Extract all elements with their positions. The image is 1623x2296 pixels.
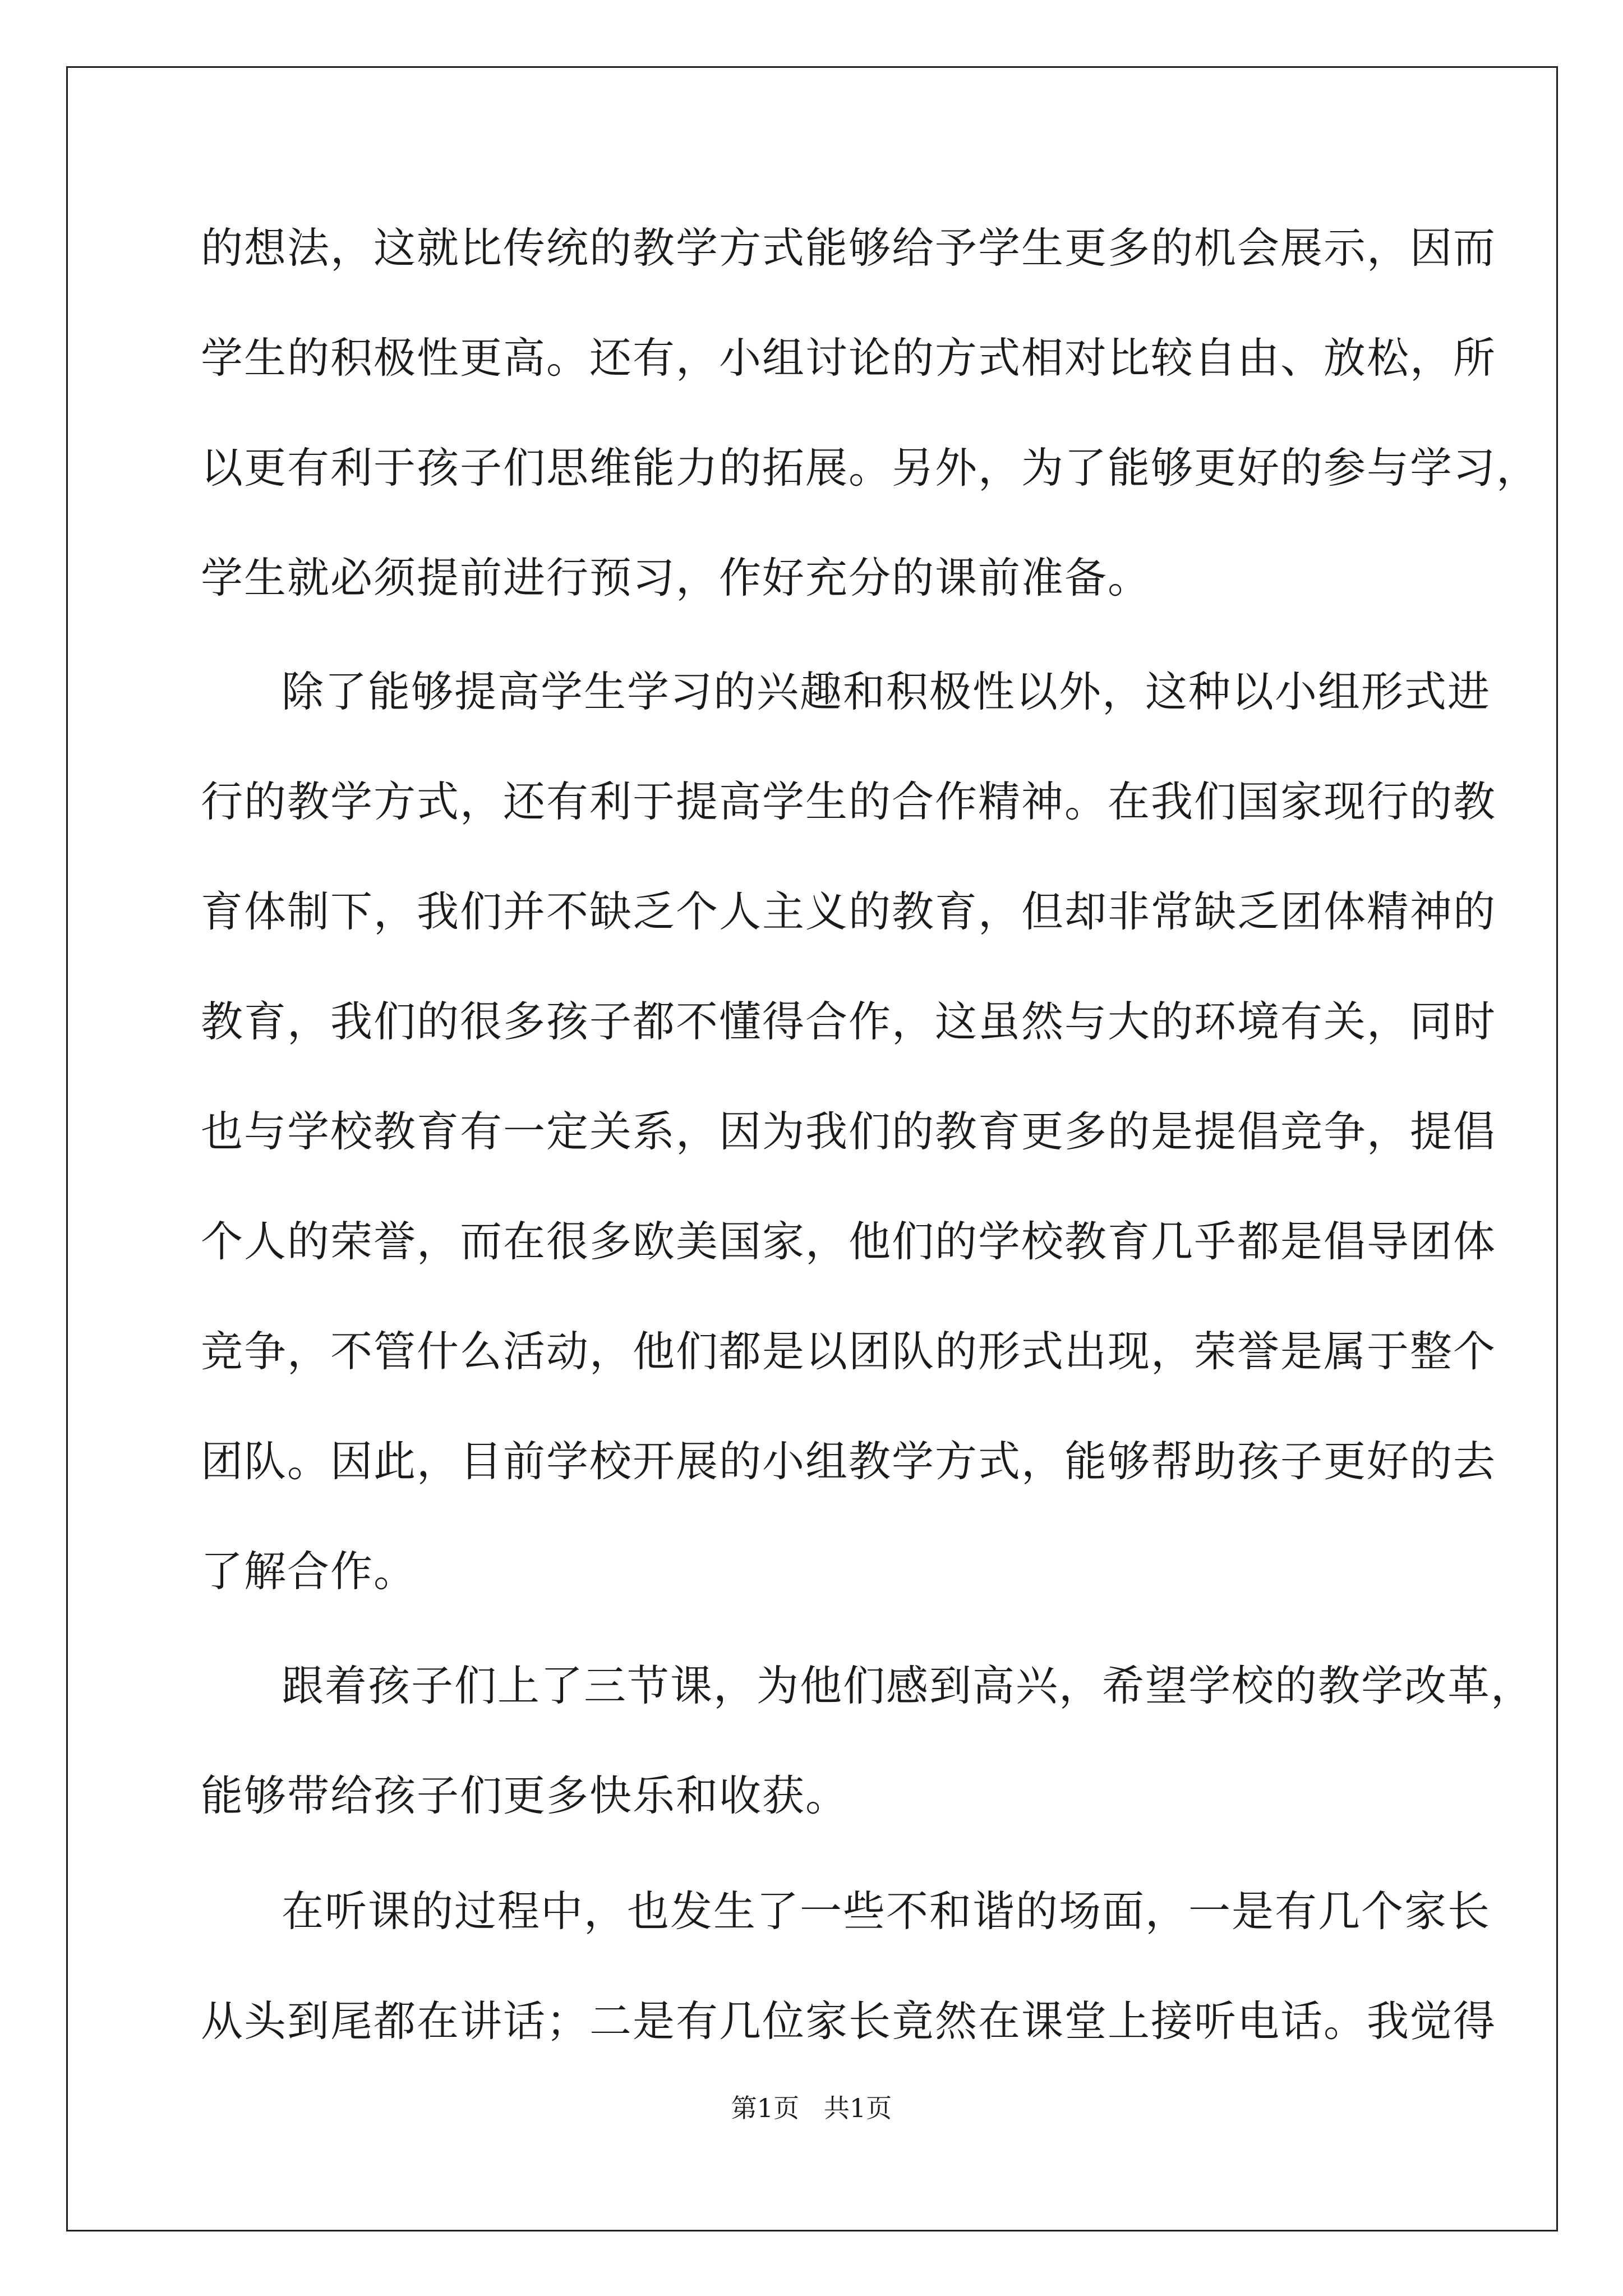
paragraph-line: 也与学校教育有一定关系，因为我们的教育更多的是提倡竞争，提倡 — [201, 1107, 1497, 1156]
paragraph-line: 了解合作。 — [201, 1547, 417, 1596]
paragraph-line: 除了能够提高学生学习的兴趣和积极性以外，这种以小组形式进 — [282, 667, 1491, 716]
paragraph-line: 学生的积极性更高。还有，小组讨论的方式相对比较自由、放松，所 — [201, 333, 1497, 383]
paragraph-line: 竞争，不管什么活动，他们都是以团队的形式出现，荣誉是属于整个 — [201, 1327, 1497, 1376]
paragraph-line: 教育，我们的很多孩子都不懂得合作，这虽然与大的环境有关，同时 — [201, 997, 1497, 1046]
paragraph-line: 育体制下，我们并不缺乏个人主义的教育，但却非常缺乏团体精神的 — [201, 887, 1497, 936]
paragraph-line: 在听课的过程中，也发生了一些不和谐的场面，一是有几个家长 — [282, 1887, 1491, 1936]
paragraph-line: 以更有利于孩子们思维能力的拓展。另外，为了能够更好的参与学习， — [201, 443, 1540, 493]
page-footer: 第1页 共1页 — [731, 2093, 892, 2123]
paragraph-line: 行的教学方式，还有利于提高学生的合作精神。在我们国家现行的教 — [201, 777, 1497, 826]
paragraph-line: 团队。因此，目前学校开展的小组教学方式，能够帮助孩子更好的去 — [201, 1437, 1497, 1486]
paragraph-line: 的想法，这就比传统的教学方式能够给予学生更多的机会展示，因而 — [201, 223, 1497, 273]
paragraph-line: 能够带给孩子们更多快乐和收获。 — [201, 1771, 849, 1820]
paragraph-line: 学生就必须提前进行预习，作好充分的课前准备。 — [201, 553, 1151, 602]
paragraph-line: 跟着孩子们上了三节课，为他们感到高兴，希望学校的教学改革， — [282, 1661, 1534, 1710]
paragraph-line: 个人的荣誉，而在很多欧美国家，他们的学校教育几乎都是倡导团体 — [201, 1217, 1497, 1266]
paragraph-line: 从头到尾都在讲话；二是有几位家长竟然在课堂上接听电话。我觉得 — [201, 1996, 1497, 2046]
